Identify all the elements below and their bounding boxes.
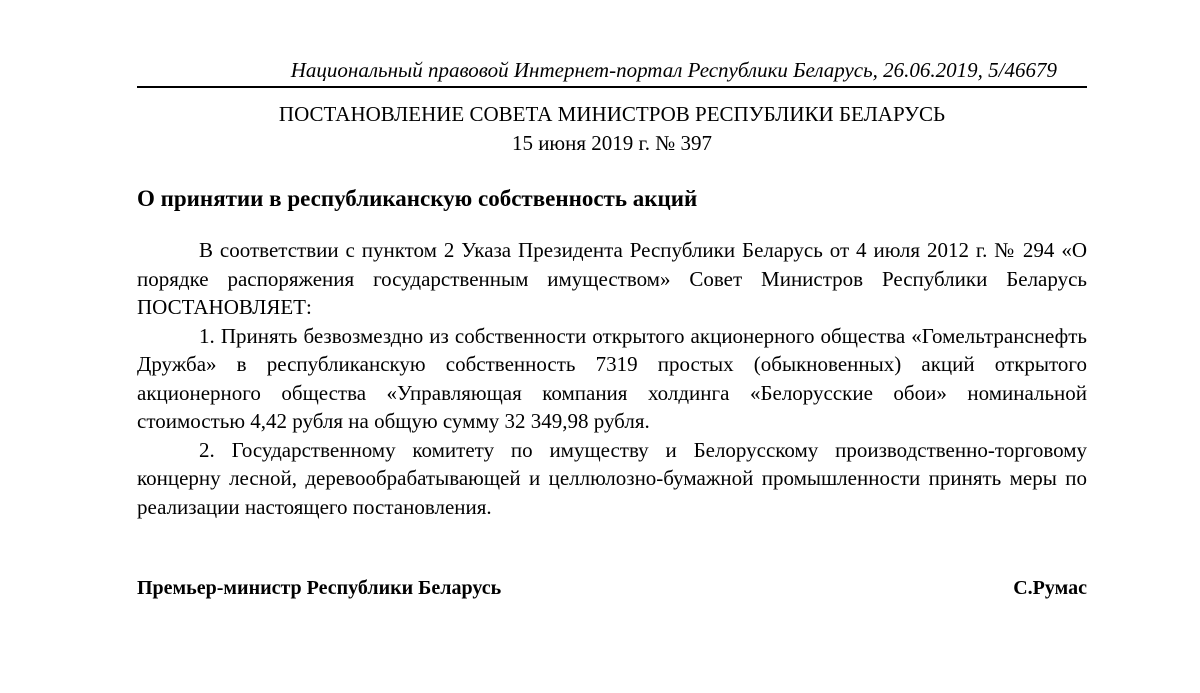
document-type: ПОСТАНОВЛЕНИЕ СОВЕТА МИНИСТРОВ РЕСПУБЛИКИ БЕЛАРУСЬ [278, 102, 946, 126]
paragraph-preamble: В соответствии с пунктом 2 Указа Президента Республики Беларусь от 4 июля 2012 г. № 294 «О порядке распоряжения государственным имуществом» Совет Министров Республики Беларусь ПОСТАНОВЛЯЕТ: [137, 238, 1087, 319]
document-date-number: 15 июня 2019 г. № 397 [511, 131, 713, 155]
document-body [137, 236, 1087, 521]
signatory-name: С.Румас [1013, 577, 1087, 599]
paragraph-item-1: 1. Принять безвозмездно из собственности открытого акционерного общества «Гомельтранснефть Дружба» в республиканскую собственность 7319 простых (обыкновенных) акций открытого акционерного общества «Управляющая компания холдинга «Белорусские обои» номинальной стоимостью 4,42 рубля на общую сумму 32 349,98 рубля. [137, 323, 1087, 433]
signatory-position: Премьер-министр Республики Беларусь [137, 577, 502, 599]
source-header: Национальный правовой Интернет-портал Республики Беларусь, 26.06.2019, 5/46679 [290, 58, 1057, 82]
document-page [137, 0, 1087, 693]
paragraph-item-2: 2. Государственному комитету по имуществу и Белорусскому производственно-торговому концерну лесной, деревообрабатывающей и целлюлозно-бумажной промышленности принять меры по реализации настоящего постановления. [137, 437, 1087, 519]
signature-block [137, 574, 1087, 602]
header-divider [137, 86, 1087, 88]
document-title: О принятии в республиканскую собственность акций [137, 186, 698, 211]
